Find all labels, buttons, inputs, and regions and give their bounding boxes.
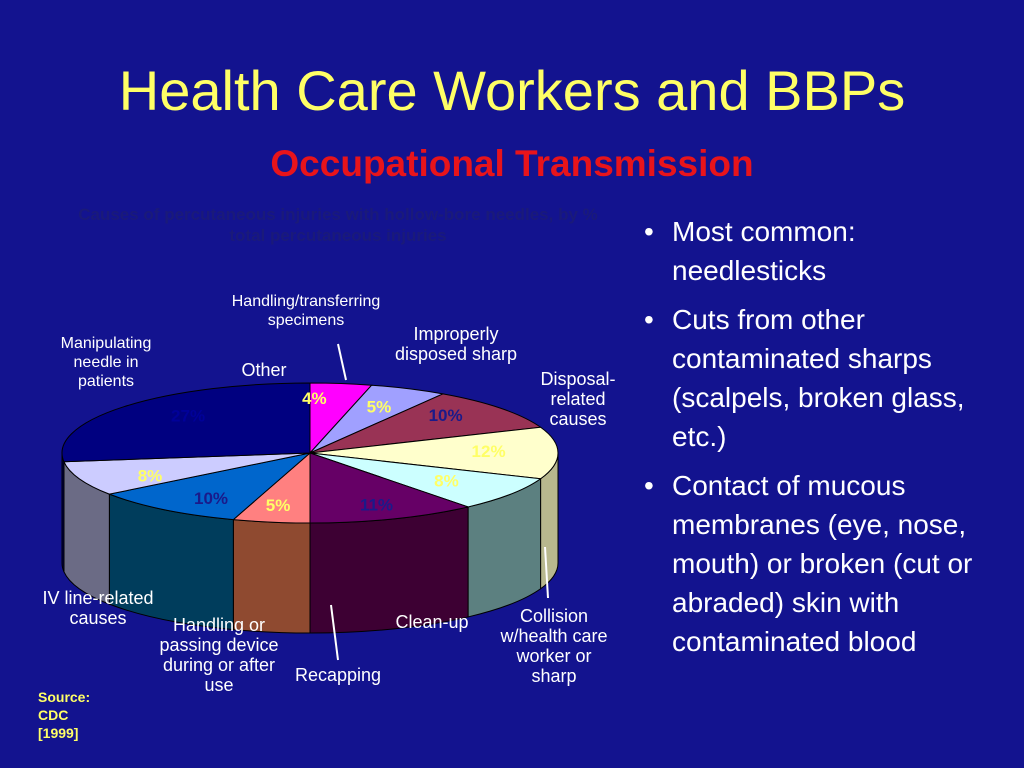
- value-label-handling_specimens: 5%: [366, 397, 392, 417]
- label-other: Other: [241, 360, 287, 380]
- label-improperly-disposed: Improperly disposed sharp: [394, 324, 518, 364]
- bullet-list: [640, 212, 1000, 671]
- label-disposal-related: Disposal-related causes: [540, 369, 616, 429]
- source-note: Source: CDC [1999]: [38, 689, 91, 741]
- bullet-dot-icon: •: [644, 216, 654, 247]
- slide-subtitle: Occupational Transmission: [270, 143, 754, 184]
- bullet-dot-icon: •: [644, 304, 654, 335]
- chart-title: Causes of percutaneous injuries with hollow-bore needles, by % total percutaneous injuries: [78, 205, 598, 245]
- bullet-item: • Most common: needlesticks: [640, 212, 1000, 290]
- value-label-manipulating: 27%: [171, 406, 206, 426]
- value-label-other: 4%: [302, 388, 327, 408]
- value-label-improperly_disposed: 10%: [428, 405, 463, 425]
- value-label-handling_passing: 10%: [194, 488, 229, 508]
- bullet-item: • Cuts from other contaminated sharps (scalpels, broken glass, etc.): [640, 300, 1000, 456]
- label-handling-passing: Handling or passing device during or after use: [159, 615, 279, 695]
- label-iv-line: IV line-related causes: [42, 588, 154, 628]
- value-label-clean_up: 11%: [359, 495, 394, 515]
- label-manipulating: Manipulating needle in patients: [60, 335, 152, 390]
- label-handling-specimens: Handling/transferring specimens: [231, 293, 381, 329]
- label-recapping: Recapping: [294, 665, 382, 685]
- label-clean-up: Clean-up: [395, 612, 469, 632]
- value-label-collision: 8%: [434, 471, 459, 491]
- label-collision: Collision w/health care worker or sharp: [500, 606, 608, 686]
- pie-side-manipulating: [62, 453, 64, 572]
- value-label-disposal_related: 12%: [471, 442, 506, 461]
- leader-line-0: [338, 344, 346, 380]
- value-label-iv_line: 8%: [137, 466, 163, 486]
- slide-title: Health Care Workers and BBPs: [118, 59, 906, 122]
- bullet-item: • Contact of mucous membranes (eye, nose, mouth) or broken (cut or abraded) skin with contaminated blood: [640, 466, 1000, 661]
- value-label-recapping: 5%: [265, 495, 291, 515]
- bullet-dot-icon: •: [644, 470, 654, 501]
